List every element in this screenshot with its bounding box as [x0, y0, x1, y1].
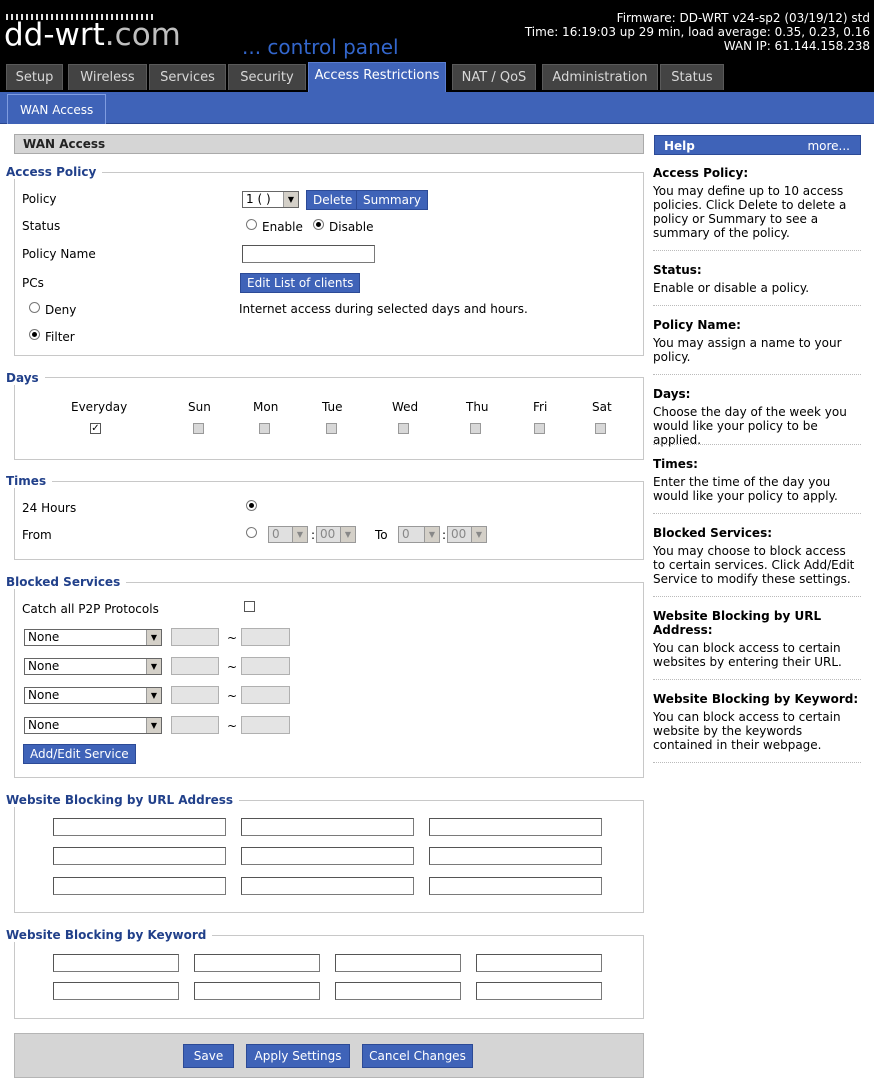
range-tilde: ~	[227, 689, 238, 703]
service-port-start-4[interactable]	[171, 716, 219, 734]
days-legend: Days	[6, 371, 45, 385]
help-times	[653, 457, 861, 503]
help-text: Enter the time of the day you would like your policy to apply.	[653, 475, 838, 503]
chevron-down-icon: ▼	[146, 718, 161, 733]
day-wed-checkbox[interactable]	[398, 423, 409, 434]
day-fri-checkbox[interactable]	[534, 423, 545, 434]
keyword-input-2[interactable]	[194, 954, 320, 972]
to-min-select[interactable]	[447, 526, 487, 543]
url-input-3[interactable]	[429, 818, 602, 836]
blocked-services-legend: Blocked Services	[6, 575, 126, 589]
keyword-input-3[interactable]	[335, 954, 461, 972]
day-mon-label: Mon	[253, 400, 279, 414]
service-select-value: None	[28, 630, 60, 644]
chevron-down-icon: ▼	[146, 630, 161, 645]
help-heading: Access Policy:	[653, 166, 749, 180]
service-port-end-3[interactable]	[241, 686, 290, 704]
day-sun-checkbox[interactable]	[193, 423, 204, 434]
from-min-value: 00	[320, 527, 336, 541]
chevron-down-icon: ▼	[424, 527, 439, 542]
filter-label: Filter	[45, 330, 75, 344]
help-policy-name	[653, 318, 861, 364]
to-min-value: 00	[451, 527, 467, 541]
firmware-text: Firmware: DD-WRT v24-sp2 (03/19/12) std	[616, 11, 870, 25]
help-more-link[interactable]: more...	[807, 139, 850, 153]
service-select-value: None	[28, 718, 60, 732]
colon-separator: :	[442, 528, 447, 542]
keyword-input-6[interactable]	[194, 982, 320, 1000]
tab-wireless[interactable]: Wireless	[68, 64, 147, 90]
service-port-end-1[interactable]	[241, 628, 290, 646]
keyword-blocking-legend: Website Blocking by Keyword	[6, 928, 212, 942]
range-tilde: ~	[227, 631, 238, 645]
help-title: Help	[664, 139, 695, 153]
keyword-input-8[interactable]	[476, 982, 602, 1000]
deny-label: Deny	[45, 303, 77, 317]
service-select-4[interactable]	[24, 717, 162, 734]
disable-label: Disable	[329, 220, 374, 234]
service-port-end-4[interactable]	[241, 716, 290, 734]
day-everyday-checkbox[interactable]: ✓	[91, 423, 100, 434]
summary-button[interactable]: Summary	[356, 190, 428, 210]
subtab-bar	[0, 92, 874, 124]
cancel-changes-button[interactable]: Cancel Changes	[362, 1044, 473, 1068]
header	[0, 0, 874, 92]
from-hour-value: 0	[272, 527, 280, 541]
colon-separator: :	[311, 528, 316, 542]
from-label: From	[22, 528, 52, 542]
tab-administration[interactable]: Administration	[542, 64, 658, 90]
tab-access-restrictions[interactable]: Access Restrictions	[308, 62, 446, 92]
help-heading: Status:	[653, 263, 702, 277]
chevron-down-icon: ▼	[146, 688, 161, 703]
subtab-wan-access[interactable]: WAN Access	[7, 94, 106, 124]
help-blocked-services	[653, 526, 861, 586]
filter-radio[interactable]	[29, 329, 40, 340]
delete-button[interactable]: Delete	[306, 190, 359, 210]
section-title: WAN Access	[14, 134, 644, 154]
url-input-6[interactable]	[429, 847, 602, 865]
access-policy-legend: Access Policy	[6, 165, 102, 179]
uptime-text: Time: 16:19:03 up 29 min, load average: 0.35, 0.23, 0.16	[524, 25, 870, 39]
deny-radio[interactable]	[29, 302, 40, 313]
help-url-blocking	[653, 609, 861, 669]
service-select-value: None	[28, 659, 60, 673]
to-label: To	[375, 528, 388, 542]
from-radio[interactable]	[246, 527, 257, 538]
pcs-label: PCs	[22, 276, 44, 290]
help-divider	[653, 250, 861, 251]
keyword-blocking-box	[14, 935, 644, 1019]
status-disable-radio[interactable]	[313, 219, 324, 230]
help-text: You can block access to certain websites by entering their URL.	[653, 641, 842, 669]
range-tilde: ~	[227, 719, 238, 733]
day-everyday-label: Everyday	[71, 400, 128, 414]
day-mon-checkbox[interactable]	[259, 423, 270, 434]
help-days	[653, 387, 861, 447]
chevron-down-icon: ▼	[146, 659, 161, 674]
help-divider	[653, 762, 861, 763]
from-hour-select[interactable]	[268, 526, 308, 543]
tab-nat-qos[interactable]: NAT / QoS	[452, 64, 536, 90]
day-thu-checkbox[interactable]	[470, 423, 481, 434]
day-sat-label: Sat	[592, 400, 612, 414]
help-divider	[653, 596, 861, 597]
hours24-label: 24 Hours	[22, 501, 77, 515]
help-text: You may assign a name to your policy.	[653, 336, 842, 364]
url-input-9[interactable]	[429, 877, 602, 895]
service-select-2[interactable]	[24, 658, 162, 675]
policy-select-value: 1 ( )	[246, 192, 271, 206]
help-text: You may define up to 10 access policies. Click Delete to delete a policy or Summary to see a summary of the policy.	[653, 184, 847, 240]
url-input-4[interactable]	[53, 847, 226, 865]
tab-status[interactable]: Status	[660, 64, 724, 90]
to-hour-select[interactable]	[398, 526, 440, 543]
keyword-input-7[interactable]	[335, 982, 461, 1000]
days-box	[14, 377, 644, 460]
chevron-down-icon: ▼	[471, 527, 486, 542]
day-tue-label: Tue	[322, 400, 343, 414]
help-divider	[653, 305, 861, 306]
help-keyword-blocking	[653, 692, 861, 752]
p2p-label: Catch all P2P Protocols	[22, 602, 159, 616]
tab-services[interactable]: Services	[149, 64, 226, 90]
times-box	[14, 481, 644, 560]
help-heading: Website Blocking by URL Address:	[653, 609, 822, 637]
help-text: Enable or disable a policy.	[653, 281, 810, 295]
service-select-1[interactable]	[24, 629, 162, 646]
service-port-start-2[interactable]	[171, 657, 219, 675]
day-wed-label: Wed	[392, 400, 419, 414]
chevron-down-icon: ▼	[292, 527, 307, 542]
service-select-3[interactable]	[24, 687, 162, 704]
url-input-2[interactable]	[241, 818, 414, 836]
policy-select[interactable]	[242, 191, 299, 208]
logo: dd-wrt.com	[4, 17, 181, 53]
help-heading: Website Blocking by Keyword:	[653, 692, 859, 706]
keyword-input-4[interactable]	[476, 954, 602, 972]
status-enable-radio[interactable]	[246, 219, 257, 230]
edit-clients-button[interactable]: Edit List of clients	[240, 273, 360, 293]
day-tue-checkbox[interactable]	[326, 423, 337, 434]
url-input-8[interactable]	[241, 877, 414, 895]
help-text: Choose the day of the week you would like your policy to be applied.	[653, 405, 847, 447]
url-input-5[interactable]	[241, 847, 414, 865]
to-hour-value: 0	[402, 527, 410, 541]
policy-name-label: Policy Name	[22, 247, 96, 261]
apply-settings-button[interactable]: Apply Settings	[246, 1044, 350, 1068]
help-divider	[653, 374, 861, 375]
router-info	[525, 11, 870, 53]
hours24-radio[interactable]	[246, 500, 257, 511]
status-label: Status	[22, 219, 61, 233]
wan-ip-text: WAN IP: 61.144.158.238	[723, 39, 870, 53]
help-heading: Blocked Services:	[653, 526, 773, 540]
help-text: You can block access to certain website by the keywords contained in their webpage.	[653, 710, 841, 752]
p2p-checkbox[interactable]	[244, 601, 255, 612]
logo-subtitle: ... control panel	[242, 35, 399, 59]
service-port-start-1[interactable]	[171, 628, 219, 646]
internet-access-text: Internet access during selected days and hours.	[239, 302, 528, 316]
service-select-value: None	[28, 688, 60, 702]
day-sat-checkbox[interactable]	[595, 423, 606, 434]
add-edit-service-button[interactable]: Add/Edit Service	[23, 744, 136, 764]
service-port-end-2[interactable]	[241, 657, 290, 675]
policy-label: Policy	[22, 192, 57, 206]
day-thu-label: Thu	[466, 400, 489, 414]
help-status	[653, 263, 861, 295]
times-legend: Times	[6, 474, 52, 488]
help-divider	[653, 679, 861, 680]
url-input-7[interactable]	[53, 877, 226, 895]
help-heading: Policy Name:	[653, 318, 741, 332]
url-input-1[interactable]	[53, 818, 226, 836]
help-heading: Days:	[653, 387, 691, 401]
policy-name-input[interactable]	[242, 245, 375, 263]
help-heading: Times:	[653, 457, 698, 471]
from-min-select[interactable]	[316, 526, 356, 543]
keyword-input-5[interactable]	[53, 982, 179, 1000]
day-fri-label: Fri	[533, 400, 548, 414]
save-button[interactable]: Save	[183, 1044, 234, 1068]
url-blocking-legend: Website Blocking by URL Address	[6, 793, 239, 807]
enable-label: Enable	[262, 220, 303, 234]
chevron-down-icon: ▼	[340, 527, 355, 542]
help-divider	[653, 513, 861, 514]
service-port-start-3[interactable]	[171, 686, 219, 704]
day-sun-label: Sun	[188, 400, 211, 414]
tab-security[interactable]: Security	[228, 64, 306, 90]
help-access-policy	[653, 166, 861, 240]
chevron-down-icon: ▼	[283, 192, 298, 207]
tab-setup[interactable]: Setup	[6, 64, 63, 90]
help-text: You may choose to block access to certain services. Click Add/Edit Service to modify these settings.	[653, 544, 855, 586]
help-divider	[653, 444, 861, 445]
range-tilde: ~	[227, 660, 238, 674]
help-header	[654, 135, 861, 155]
keyword-input-1[interactable]	[53, 954, 179, 972]
